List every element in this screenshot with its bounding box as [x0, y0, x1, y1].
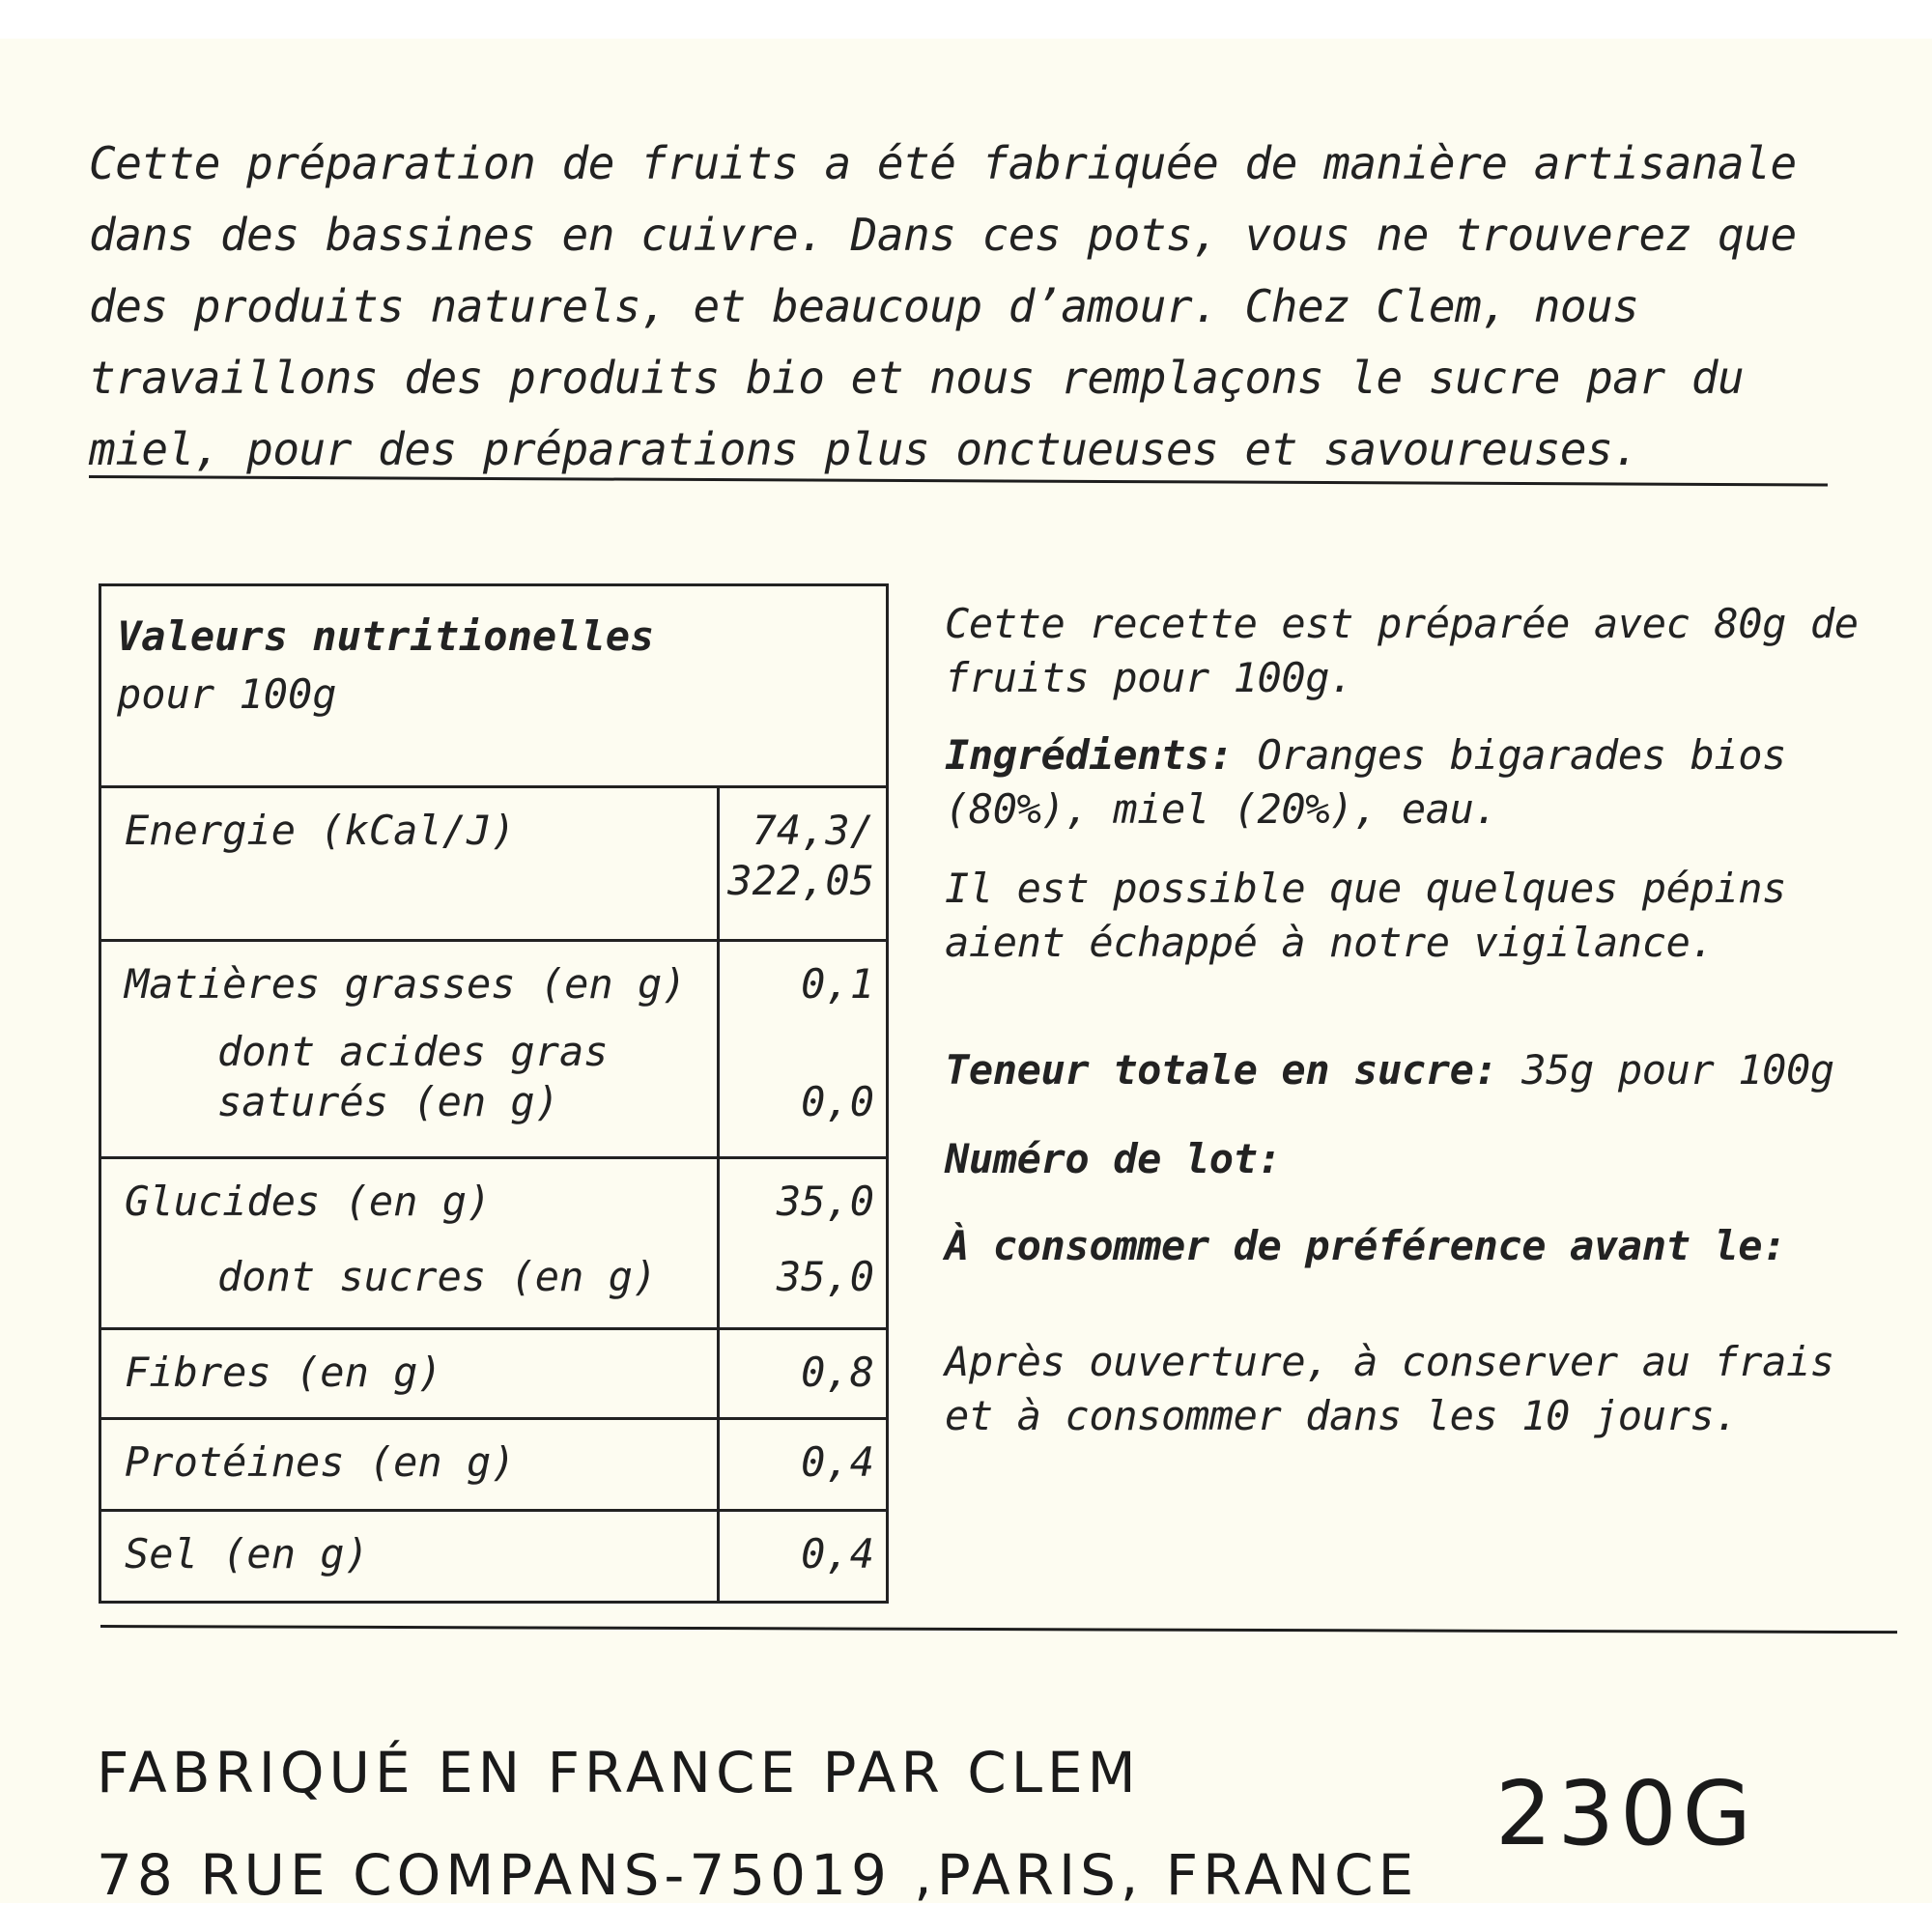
nutrition-subtitle: pour 100g — [117, 670, 337, 718]
lot-number — [945, 1132, 1872, 1186]
maker-info — [97, 1721, 1418, 1926]
table-row-salt — [100, 1511, 888, 1603]
saturated-value: 0,0 — [801, 1078, 874, 1125]
maker-address: 78 RUE COMPANS-75019 ,PARIS, FRANCE — [97, 1842, 1419, 1908]
lot-label: Numéro de lot: — [945, 1135, 1282, 1182]
fat-values — [719, 941, 888, 1158]
carbs-label: Glucides (en g) — [125, 1178, 492, 1225]
table-row-protein — [100, 1419, 888, 1511]
fat-value: 0,1 — [801, 960, 874, 1008]
table-row-fibres — [100, 1329, 888, 1419]
sugar-content — [945, 1043, 1872, 1097]
sugar-value: 35g pour 100g — [1497, 1046, 1834, 1094]
nutrition-title: Valeurs nutritionelles — [117, 612, 655, 660]
energy-value-kcal: 74,3/ — [752, 807, 874, 854]
salt-value: 0,4 — [719, 1511, 888, 1603]
nutrition-table — [99, 583, 889, 1604]
nutrition-header-row — [100, 585, 888, 787]
storage-instructions: Après ouverture, à conserver au frais et à consommer dans les 10 jours. — [945, 1338, 1834, 1439]
fibres-value: 0,8 — [719, 1329, 888, 1419]
fat-cell — [100, 941, 719, 1158]
energy-label: Energie (kCal/J) — [100, 787, 719, 941]
carbs-value: 35,0 — [776, 1178, 874, 1225]
intro-paragraph: Cette préparation de fruits a été fabriquée de manière artisanale dans des bassines en cuivre. Dans ces pots, vous ne trouverez que des produits naturels, et beaucoup d’amour. Chez Clem, nous travaillons des produits bio et nous remplaçons le sucre par du miel, pour des préparations plus onctueuses et savoureuses. — [89, 137, 1797, 475]
nutrition-header — [100, 585, 888, 787]
fibres-label: Fibres (en g) — [100, 1329, 719, 1419]
net-weight: 230G — [1495, 1762, 1757, 1865]
bottom-divider — [100, 1625, 1897, 1634]
sugar-label: Teneur totale en sucre: — [945, 1046, 1498, 1094]
table-row-energy — [100, 787, 888, 941]
table-row-carbs — [100, 1158, 888, 1329]
best-before — [945, 1219, 1872, 1273]
energy-value-j: 322,05 — [727, 857, 874, 904]
energy-value — [719, 787, 888, 941]
fat-label: Matières grasses (en g) — [125, 960, 687, 1008]
product-label — [0, 39, 1932, 1908]
ingredients-label: Ingrédients: — [945, 731, 1234, 779]
protein-value: 0,4 — [719, 1419, 888, 1511]
sugars-value: 35,0 — [776, 1253, 874, 1300]
salt-label: Sel (en g) — [100, 1511, 719, 1603]
best-before-label: À consommer de préférence avant le: — [945, 1222, 1787, 1269]
protein-label: Protéines (en g) — [100, 1419, 719, 1511]
ingredients-list: Oranges bigarades bios (80%), miel (20%), eau. — [945, 731, 1787, 833]
maker-line1: FABRIQUÉ EN FRANCE PAR CLEM — [97, 1740, 1141, 1805]
sugars-label: dont sucres (en g) — [217, 1253, 658, 1300]
saturated-label-line2: saturés (en g) — [217, 1078, 560, 1125]
ingredients — [945, 728, 1872, 837]
table-row-fat — [100, 941, 888, 1158]
carbs-values — [719, 1158, 888, 1329]
pips-warning: Il est possible que quelques pépins aient échappé à notre vigilance. — [945, 865, 1787, 966]
carbs-cell — [100, 1158, 719, 1329]
saturated-label-line1: dont acides gras — [217, 1028, 609, 1075]
recipe-note: Cette recette est préparée avec 80g de fruits pour 100g. — [945, 600, 1859, 701]
